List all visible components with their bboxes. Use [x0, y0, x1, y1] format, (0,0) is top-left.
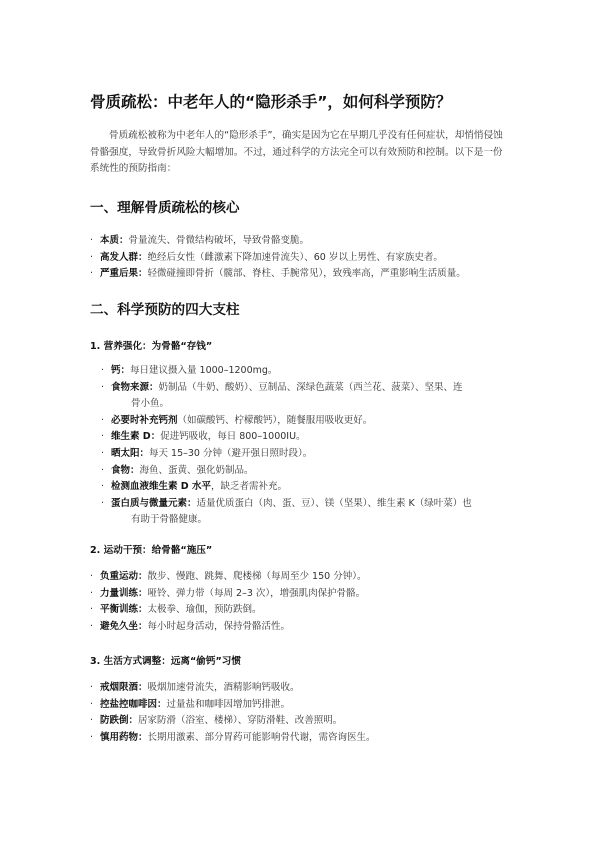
bullet: · [90, 587, 94, 599]
item-label: 防跌倒： [100, 715, 139, 727]
item-text: 奶制品（牛奶、酸奶）、豆制品、深绿色蔬菜（西兰花、菠菜）、坚果、连 [158, 381, 463, 393]
bullet: · [90, 620, 94, 632]
item-label: 严重后果： [100, 268, 148, 280]
bullet: · [90, 682, 94, 693]
item-label: 必要时补充钙剂 [111, 414, 178, 426]
nutrition-list [100, 363, 510, 529]
list-item [100, 463, 510, 480]
bullet: · [90, 251, 94, 263]
item-label: 维生素 D： [111, 431, 161, 443]
item-text: 散步、慢跑、跳舞、爬楼梯（每周至少 150 分钟）。 [147, 571, 367, 582]
item-text: 太极拳、瑜伽，预防跌倒。 [147, 604, 262, 616]
list-item [90, 619, 510, 636]
item-text-continued: 有助于骨骼健康。 [131, 514, 208, 526]
bullet: · [101, 365, 105, 376]
item-label: 平衡训练： [100, 604, 148, 616]
list-item [100, 496, 510, 529]
list-item [90, 586, 510, 603]
list-item [100, 363, 510, 380]
intro-paragraph: 骨质疏松被称为中老年人的“隐形杀手”，确实是因为它在早期几乎没有任何症状，却悄悄侵蚀骨骼强度，导致骨折风险大幅增加。不过，通过科学的方法完全可以有效预防和控制。以下是一份系统性的预防指南： [90, 130, 503, 175]
bullet: · [90, 604, 94, 616]
item-label: 食物： [111, 464, 140, 476]
exercise-list [90, 569, 510, 635]
lifestyle-list [90, 680, 510, 746]
item-text: 适量优质蛋白（肉、蛋、豆）、镁（坚果）、维生素 K（绿叶菜）也 [196, 497, 472, 509]
item-label: 负重运动： [100, 571, 148, 582]
bullet: · [90, 268, 94, 280]
bullet: · [101, 381, 105, 393]
item-label: 检测血液维生素 D 水平 [111, 481, 212, 493]
subheading-lifestyle: 3. 生活方式调整：远离“偷钙”习惯 [90, 656, 241, 667]
list-item [90, 233, 510, 250]
list-item [90, 266, 510, 283]
item-text: 海鱼、蛋黄、强化奶制品。 [139, 464, 254, 476]
item-label: 钙： [111, 365, 131, 376]
item-text: 绝经后女性（雌激素下降加速骨流失）、60 岁以上男性、有家族史者。 [147, 251, 443, 263]
bullet: · [90, 731, 94, 743]
item-text: 每日建议摄入量 1000–1200mg。 [130, 365, 278, 376]
item-text: 居家防滑（浴室、楼梯）、穿防滑鞋、改善照明。 [138, 715, 343, 727]
item-text: 促进钙吸收，每日 800–1000IU。 [160, 431, 306, 443]
item-text: 吸烟加速骨流失，酒精影响钙吸收。 [147, 682, 300, 693]
core-list [90, 233, 510, 283]
list-item [100, 446, 510, 463]
item-label: 力量训练： [100, 587, 148, 599]
item-text: 哑铃、弹力带（每周 2–3 次），增强肌肉保护骨骼。 [147, 587, 366, 599]
list-item [90, 697, 510, 714]
list-item [100, 429, 510, 446]
subheading-nutrition: 1. 营养强化：为骨骼“存钱” [90, 341, 213, 352]
list-item [90, 569, 510, 586]
list-item [100, 413, 510, 430]
item-text: 过量盐和咖啡因增加钙排泄。 [166, 698, 291, 710]
bullet: · [101, 464, 105, 476]
item-label: 控盐控咖啡因： [100, 698, 167, 710]
bullet: · [101, 447, 105, 459]
item-text: （如碳酸钙、柠檬酸钙），随餐服用吸收更好。 [177, 414, 373, 426]
item-label: 戒烟限酒： [100, 682, 148, 693]
section-heading-core: 一、理解骨质疏松的核心 [90, 200, 240, 216]
list-item [90, 713, 510, 730]
section-heading-pillars: 二、科学预防的四大支柱 [90, 302, 240, 318]
list-item [90, 602, 510, 619]
list-item [90, 730, 510, 747]
item-text-continued: 骨小鱼。 [131, 398, 170, 410]
item-text: 每天 15–30 分钟（避开强日照时段）。 [149, 447, 313, 459]
bullet: · [90, 235, 94, 246]
bullet: · [90, 698, 94, 710]
subheading-exercise: 2. 运动干预：给骨骼“施压” [90, 545, 213, 556]
bullet: · [101, 481, 105, 493]
bullet: · [101, 414, 105, 426]
item-label: 食物来源： [111, 381, 159, 393]
item-label: 蛋白质与微量元素： [111, 497, 197, 509]
item-text: 长期用激素、部分胃药可能影响骨代谢，需咨询医生。 [147, 731, 376, 743]
item-text: 骨量流失、骨微结构破坏，导致骨骼变脆。 [128, 235, 310, 246]
item-label: 晒太阳： [111, 447, 150, 459]
item-text: 轻微碰撞即骨折（髋部、脊柱、手腕常见），致残率高，严重影响生活质量。 [147, 268, 466, 280]
item-label: 避免久坐： [100, 620, 148, 632]
list-item [90, 680, 510, 697]
list-item [100, 479, 510, 496]
item-text: ，缺乏者需补充。 [211, 481, 288, 493]
page-title: 骨质疏松：中老年人的“隐形杀手”，如何科学预防？ [90, 93, 452, 111]
bullet: · [101, 431, 105, 443]
item-label: 慎用药物： [100, 731, 148, 743]
list-item [100, 380, 510, 413]
bullet: · [90, 571, 94, 582]
list-item [90, 250, 510, 267]
bullet: · [90, 715, 94, 727]
item-label: 本质： [100, 235, 129, 246]
item-text: 每小时起身活动，保持骨骼活性。 [147, 620, 291, 632]
bullet: · [101, 497, 105, 509]
item-label: 高发人群： [100, 251, 148, 263]
